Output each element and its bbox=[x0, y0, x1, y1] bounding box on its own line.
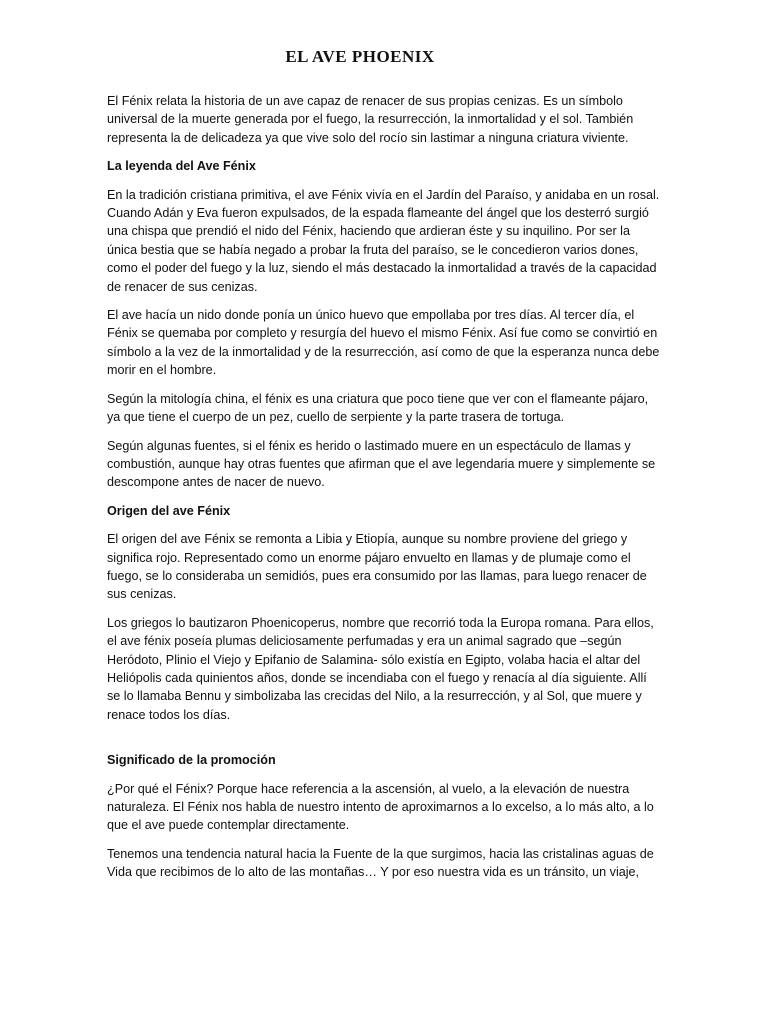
paragraph: El ave hacía un nido donde ponía un único huevo que empollaba por tres días. Al tercer día, el Fénix se quemaba por completo y resurgía del huevo el mismo Fénix. Así fue como se convirtió en símbolo a la vez de la inmortalidad y de la resurrección, así como de que la esperanza nunca debe morir en el hombre. bbox=[107, 308, 660, 378]
paragraph: Los griegos lo bautizaron Phoenicoperus, nombre que recorrió toda la Europa romana. Para ellos, el ave fénix poseía plumas deliciosamente perfumadas y era un animal sagrado que –según Heródoto, Plinio el Viejo y Epifanio de Salamina- sólo existía en Egipto, volaba hacia el altar del Heliópolis cada quinientos años, donde se incendiaba con el fuego y renacía al día siguiente. Allí se lo llamaba Bennu y simbolizaba las crecidas del Nilo, a la resurrección, y al Sol, que muere y renace todos los días. bbox=[107, 615, 654, 722]
spacer bbox=[107, 734, 662, 751]
paragraph: El origen del ave Fénix se remonta a Libia y Etiopía, aunque su nombre proviene del griego y significa rojo. Representado como un enorme pájaro envuelto en llamas y de plumaje como el fuego, se lo consideraba un semidiós, pues era consumido por las llamas, para luego renacer de sus cenizas. bbox=[107, 532, 647, 602]
section-heading-significado: Significado de la promoción bbox=[107, 753, 276, 768]
section-heading-origen: Origen del ave Fénix bbox=[107, 503, 231, 518]
paragraph: ¿Por qué el Fénix? Porque hace referencia a la ascensión, al vuelo, a la elevación de nuestra naturaleza. El Fénix nos habla de nuestro intento de aproximarnos a lo excelso, a lo más alto, a lo que el ave puede contemplar directamente. bbox=[107, 781, 654, 833]
section-heading-leyenda: La leyenda del Ave Fénix bbox=[107, 159, 256, 174]
paragraph: Tenemos una tendencia natural hacia la Fuente de la que surgimos, hacia las cristalinas aguas de Vida que recibimos de lo alto de las montañas… Y por eso nuestra vida es un tránsito, un viaje, bbox=[107, 846, 654, 880]
paragraph: En la tradición cristiana primitiva, el ave Fénix vivía en el Jardín del Paraíso, y anidaba en un rosal. Cuando Adán y Eva fueron expulsados, de la espada flameante del ángel que los desterró surgió una chispa que prendió el nido del Fénix, haciendo que ardieran éste y su inquilino. Por ser la única bestia que se había negado a probar la fruta del paraíso, se le concedieron varios dones, como el poder del fuego y la luz, siendo el más destacado la inmortalidad a través de la capacidad de renacer de sus cenizas. bbox=[107, 187, 660, 294]
paragraph: Según algunas fuentes, si el fénix es herido o lastimado muere en un espectáculo de llamas y combustión, aunque hay otras fuentes que afirman que el ave legendaria muere y simplemente se descompone antes de nacer de nuevo. bbox=[107, 438, 656, 490]
intro-paragraph: El Fénix relata la historia de un ave capaz de renacer de sus propias cenizas. Es un símbolo universal de la muerte generada por el fuego, la resurrección, la inmortalidad y el sol. También representa la de delicadeza ya que vive solo del rocío sin lastimar a ninguna criatura viviente. bbox=[107, 94, 634, 145]
paragraph: Según la mitología china, el fénix es una criatura que poco tiene que ver con el flameante pájaro, ya que tiene el cuerpo de un pez, cuello de serpiente y la parte trasera de tortuga. bbox=[107, 391, 649, 425]
document-title: EL AVE PHOENIX bbox=[285, 47, 435, 66]
document-body bbox=[107, 92, 662, 892]
